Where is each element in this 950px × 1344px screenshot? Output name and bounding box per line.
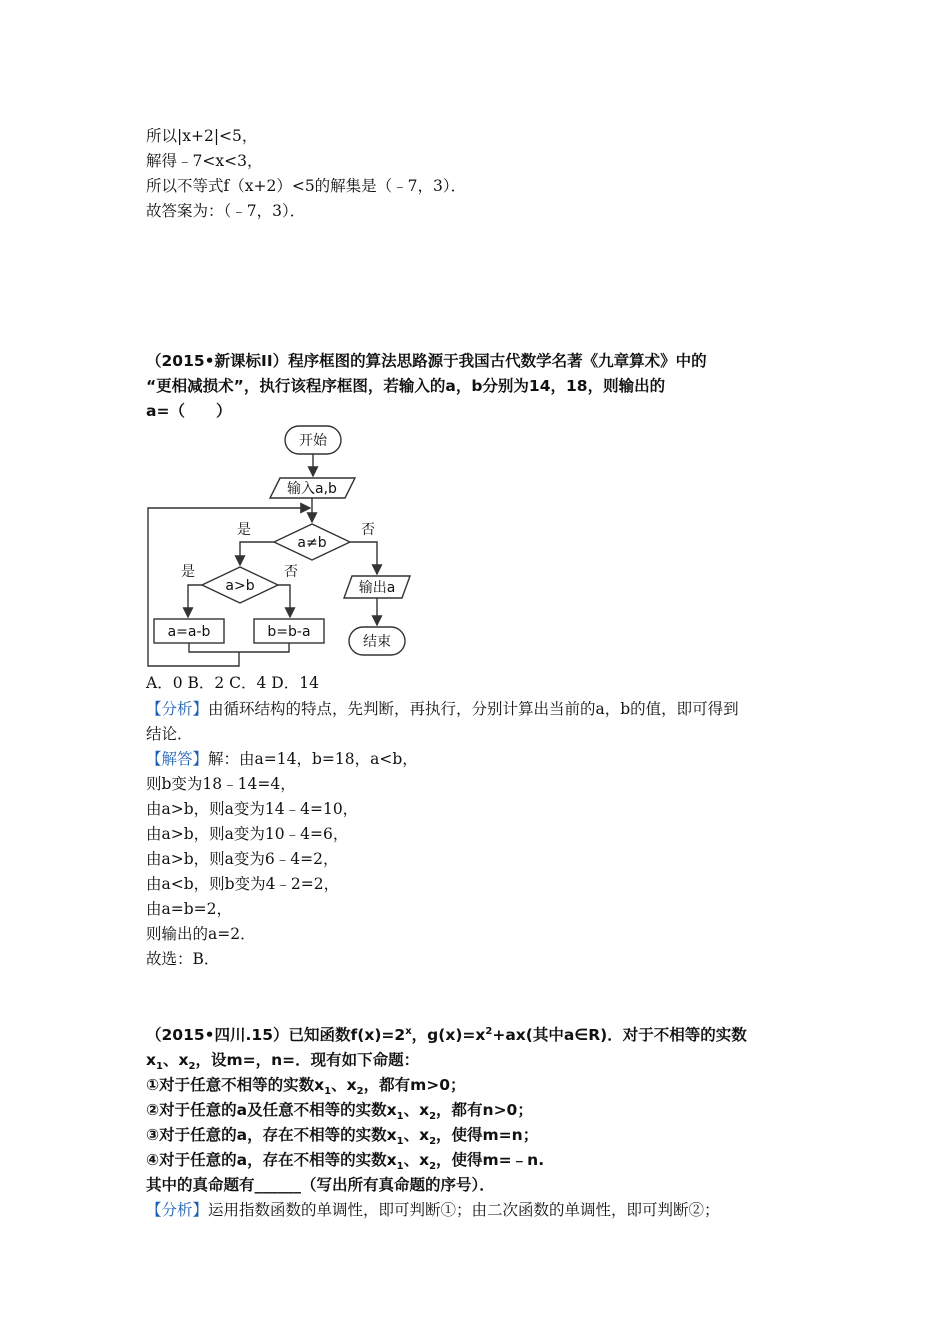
subscript: 2: [356, 1086, 364, 1098]
solution-tag: 【解答】: [146, 750, 209, 768]
text-line: 所以不等式f（x+2）<5的解集是（﹣7，3）．: [146, 177, 467, 195]
superscript: x: [405, 1025, 412, 1037]
proposition-item: [146, 1124, 538, 1146]
solution-line: [146, 748, 418, 770]
question-stem: [146, 1049, 419, 1071]
question-stem: （2015•新课标II）程序框图的算法思路源于我国古代数学名著《九章算术》中的: [146, 352, 707, 370]
solution-step: 由a>b，则a变为14﹣4=10，: [146, 800, 359, 818]
question-stem: a=（ ）: [146, 402, 232, 420]
no-label: 否: [361, 522, 375, 538]
flow-arrow: [240, 542, 274, 565]
subscript: 2: [188, 1061, 196, 1073]
item-text: 、x: [403, 1101, 430, 1119]
item-text: ③对于任意的a，存在不相等的实数x: [146, 1126, 397, 1144]
solution-text: 解：由a=14，b=18，a<b，: [208, 750, 418, 768]
analysis-text: 运用指数函数的单调性，即可判断①；由二次函数的单调性，即可判断②；: [208, 1201, 720, 1219]
item-text: 、x: [331, 1076, 357, 1094]
subscript: 2: [429, 1111, 437, 1123]
item-text: ，使得m=﹣n.: [436, 1151, 545, 1169]
analysis-line: [146, 1199, 720, 1221]
item-text: ，使得m=n；: [436, 1126, 539, 1144]
analysis-text: 由循环结构的特点，先判断，再执行，分别计算出当前的a，b的值，即可得到: [208, 700, 739, 718]
output-label: 输出a: [358, 580, 396, 596]
item-text: ②对于任意的a及任意不相等的实数x: [146, 1101, 397, 1119]
proposition-item: [146, 1074, 466, 1096]
stem-text: ，设m=，n=．现有如下命题：: [195, 1051, 420, 1069]
subscript: 1: [396, 1161, 404, 1173]
item-text: ，都有m>0；: [363, 1076, 466, 1094]
analysis-tag: 【分析】: [146, 700, 209, 718]
proposition-item: [146, 1099, 533, 1121]
flow-arrow: [188, 585, 202, 617]
stem-text: （2015•四川.15）已知函数f(x)=2: [146, 1026, 406, 1044]
yes-label: 是: [181, 564, 195, 580]
solution-step: 故选：B．: [146, 950, 220, 968]
subscript: 1: [156, 1061, 163, 1073]
item-text: ，都有n>0；: [436, 1101, 533, 1119]
superscript: 2: [485, 1025, 493, 1037]
stem-text: 、x: [162, 1051, 189, 1069]
subscript: 1: [324, 1086, 332, 1098]
end-label: 结束: [363, 634, 391, 650]
start-label: 开始: [299, 433, 327, 449]
question-stem: “更相减损术”，执行该程序框图，若输入的a，b分别为14，18，则输出的: [146, 377, 666, 395]
stem-text: x: [146, 1051, 156, 1069]
answer-options: A．0 B．2 C．4 D．14: [146, 674, 319, 692]
decision-label: a>b: [225, 578, 255, 594]
process-label: b=b-a: [267, 624, 311, 640]
subscript: 2: [429, 1161, 437, 1173]
solution-step: 由a>b，则a变为6﹣4=2，: [146, 850, 339, 868]
proposition-item: [146, 1149, 544, 1171]
no-label: 否: [284, 564, 298, 580]
input-label: 输入a,b: [287, 481, 337, 497]
text-line: 所以|x+2|<5，: [146, 127, 258, 145]
subscript: 1: [396, 1111, 404, 1123]
process-label: a=a-b: [167, 624, 211, 640]
item-text: 、x: [403, 1151, 430, 1169]
flow-arrow: [350, 542, 377, 574]
item-text: ④对于任意的a，存在不相等的实数x: [146, 1151, 397, 1169]
subscript: 2: [429, 1136, 437, 1148]
analysis-line: [146, 698, 739, 720]
text-line: 解得﹣7<x<3，: [146, 152, 263, 170]
analysis-tag: 【分析】: [146, 1201, 209, 1219]
question-stem: [146, 1024, 747, 1046]
solution-step: 由a<b，则b变为4﹣2=2，: [146, 875, 340, 893]
item-text: 、x: [403, 1126, 430, 1144]
item-text: ①对于任意不相等的实数x: [146, 1076, 325, 1094]
flow-arrow: [278, 585, 290, 617]
solution-step: 则b变为18﹣14=4，: [146, 775, 296, 793]
yes-label: 是: [237, 522, 251, 538]
text-line: 结论．: [146, 725, 193, 743]
solution-step: 由a=b=2，: [146, 900, 232, 918]
solution-step: 由a>b，则a变为10﹣4=6，: [146, 825, 349, 843]
subscript: 1: [396, 1136, 404, 1148]
solution-step: 则输出的a=2．: [146, 925, 256, 943]
flowchart: [140, 418, 440, 670]
stem-text: +ax(其中a∈R)．对于不相等的实数: [492, 1026, 747, 1044]
flow-arrow: [189, 643, 289, 652]
question-ask: 其中的真命题有______（写出所有真命题的序号）．: [146, 1176, 495, 1194]
stem-text: ，g(x)=x: [411, 1026, 486, 1044]
text-line: 故答案为：（﹣7，3）．: [146, 202, 306, 220]
decision-label: a≠b: [297, 535, 327, 551]
